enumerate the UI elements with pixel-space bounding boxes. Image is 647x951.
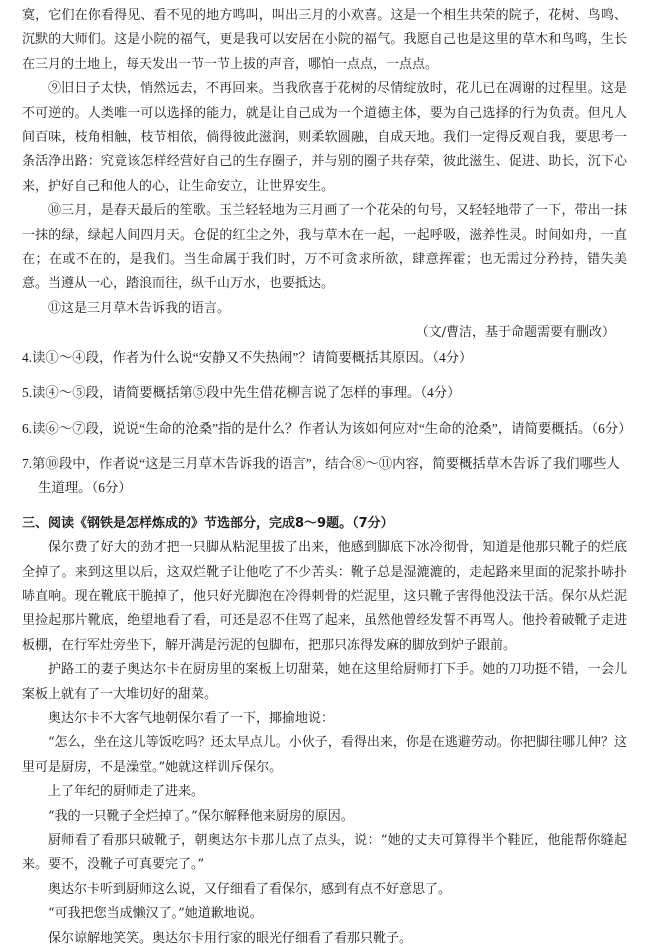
excerpt-para-9: “可我把您当成懒汉了。”她道歉地说。 (48, 906, 263, 922)
question-5: 5.读④～⑤段，请简要概括第⑤段中先生借花柳言说了怎样的事理。（4分） (22, 385, 461, 401)
passage-para-9: ⑨旧日子太快，悄然远去，不再回来。当我欣喜于花树的尽情绽放时，花儿已在凋谢的过程里。这是不可逆的。人类唯一可以选择的能力，就是让自己成为一个道德主体，要为自己选择的行为负责。但凡人间百味，枝角相触，枝节相依，倘得彼此滋润，则柔软圆融，自成天地。我们一定得反观自我，要思考一条活净出路：究竟该怎样经营好自己的生存圈子，并与别的圈子共存荣，彼此滋生、促进、助长，沉下心来，护好自己和他人的心，让生命安立，让世界安生。 (22, 81, 627, 194)
passage-para-11: ⑪这是三月草木告诉我的语言。 (48, 300, 231, 316)
question-6: 6.读⑥～⑦段，说说“生命的沧桑”指的是什么？作者认为该如何应对“生命的沧桑”，请简要概括。（6分） (22, 420, 632, 436)
excerpt-para-7: 厨师看了看那只破靴子，朝奥达尔卡那儿点了点头，说：“她的丈夫可算得半个鞋匠，他能帮你缝起来。要不，没靴子可真要完了。” (22, 833, 627, 873)
passage-source: （文/曹洁，基于命题需要有删改） (415, 325, 615, 341)
excerpt-para-8: 奥达尔卡听到厨师这么说，又仔细看了看保尔，感到有点不好意思了。 (48, 881, 452, 897)
passage-para-10: ⑩三月，是春天最后的笙歌。玉兰轻轻地为三月画了一个花朵的句号，又轻轻地带了一下，带出一抹一抹的绿，绿起人间四月天。仓促的红尘之外，我与草木在一起，一起呼吸，滋养性灵。时间如舟，一直在；在或不在的，是我们。当生命属于我们时，万不可贪求所欲，肆意挥霍；也无需过分矜持，错失美意。当遵从一心，踏浪而往，纵千山万水，也要抵达。 (22, 203, 627, 292)
section-3-heading: 三、阅读《钢铁是怎样炼成的》节选部分，完成8～9题。（7分） (22, 515, 394, 531)
question-7: 7.第⑩段中，作者说“这是三月草木告诉我的语言”，结合⑧～⑪内容，简要概括草木告诉了我们哪些人生道理。（6分） (22, 455, 620, 496)
excerpt-para-5: 上了年纪的厨师走了进来。 (48, 784, 205, 800)
excerpt-para-2: 护路工的妻子奥达尔卡在厨房里的案板上切甜菜，她在这里给厨师打下手。她的刀功挺不错，一会儿案板上就有了一大堆切好的甜菜。 (22, 662, 627, 702)
passage-para-8-continued: 寞，它们在你看得见、看不见的地方鸣叫，叫出三月的小欢喜。这是一个相生共荣的院子，花树、鸟鸣、沉默的大师们。这是小院的福气，更是我可以安居在小院的福气。我愿自己也是这里的草木和鸟鸣，生长在三月的土地上，每天发出一节一节上拔的声音，哪怕一点点，一点点。 (22, 8, 627, 72)
excerpt-para-6: “我的一只靴子全烂掉了。”保尔解释他来厨房的原因。 (48, 808, 354, 824)
excerpt-para-3: 奥达尔卡不大客气地朝保尔看了一下，揶揄地说： (48, 710, 335, 726)
excerpt-para-4: “怎么，坐在这儿等饭吃吗？还太早点儿。小伙子，看得出来，你是在逃避劳动。你把脚往哪儿伸？这里可是厨房，不是澡堂。”她就这样训斥保尔。 (22, 735, 627, 775)
question-4: 4.读①～④段，作者为什么说“安静又不失热闹”？请简要概括其原因。（4分） (22, 349, 473, 365)
excerpt-para-10: 保尔谅解地笑笑。奥达尔卡用行家的眼光仔细看了看那只靴子。 (48, 930, 413, 946)
excerpt-para-1: 保尔费了好大的劲才把一只脚从粘泥里拔了出来，他感到脚底下冰冷彻骨，知道是他那只靴子的烂底全掉了。来到这里以后，这双烂靴子让他吃了不少苦头：靴子总是湿漉漉的，走起路来里面的泥浆扑哧扑哧直响。现在靴底干脆掉了，他只好光脚泡在冷得刺骨的烂泥里，这只靴子害得他没法干活。保尔从烂泥里捡起那片靴底，绝望地看了看，可还是忍不住骂了起来，虽然他曾经发誓不再骂人。他拎着破靴子走进板棚，在行军灶旁坐下，解开满是污泥的包脚布，把那只冻得发麻的脚放到炉子跟前。 (22, 540, 627, 653)
